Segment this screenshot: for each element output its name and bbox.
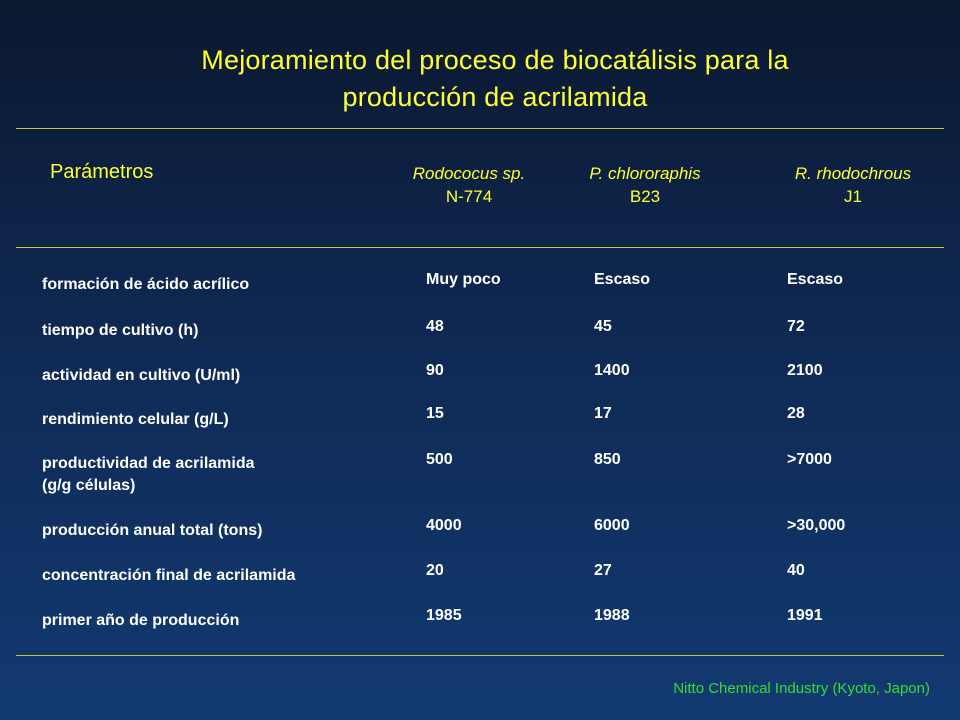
table-cell: 1988 [594, 607, 630, 624]
row-label-text: primer año de producción [42, 612, 240, 629]
table-cell: 15 [426, 405, 444, 422]
organism-header-1 [379, 162, 559, 208]
row-label-culture-time [42, 320, 198, 342]
organism-strain-1: N-774 [445, 187, 493, 206]
organism-name-3: R. rhodochrous [794, 164, 912, 183]
organism-header-2 [555, 162, 735, 208]
table-cell: Escaso [787, 271, 844, 288]
table-cell: 17 [594, 405, 612, 422]
organism-name-1: Rodococus sp. [412, 164, 526, 183]
organism-name-2: P. chlororaphis [589, 164, 701, 183]
title-line-1: Mejoramiento del proceso de biocatálisis para la [201, 45, 789, 75]
table-cell: 90 [426, 362, 444, 379]
row-label-final-concentration [42, 565, 295, 587]
row-label-cell-yield [42, 409, 229, 431]
table-cell: 850 [594, 451, 621, 468]
table-cell: 48 [426, 318, 444, 335]
table-cell: 20 [426, 562, 444, 579]
parameters-header: Parámetros [50, 161, 154, 183]
title-line-2: producción de acrilamida [342, 82, 648, 112]
row-label-annual-production [42, 520, 262, 542]
table-cell: 72 [787, 318, 805, 335]
top-divider [16, 128, 944, 129]
table-cell: 40 [787, 562, 805, 579]
row-label-subtext: (g/g células) [42, 477, 136, 494]
header-divider [16, 247, 944, 248]
table-cell: Muy poco [426, 271, 501, 288]
table-cell: 2100 [787, 362, 823, 379]
row-label-text: rendimiento celular (g/L) [42, 411, 229, 428]
row-label-culture-activity [42, 365, 240, 387]
row-label-text: formación de ácido acrílico [42, 276, 250, 293]
row-label-productivity [42, 453, 255, 497]
slide-title [0, 42, 960, 116]
organism-strain-3: J1 [844, 187, 862, 206]
row-label-text: producción anual total (tons) [42, 522, 263, 539]
row-label-text: concentración final de acrilamida [42, 567, 296, 584]
row-label-text: productividad de acrilamida [42, 455, 255, 472]
table-cell: 4000 [426, 517, 462, 534]
table-cell: Escaso [594, 271, 651, 288]
row-label-first-year [42, 610, 239, 632]
table-cell: >7000 [787, 451, 832, 468]
table-cell: 1400 [594, 362, 630, 379]
table-cell: 500 [426, 451, 453, 468]
table-cell: 45 [594, 318, 612, 335]
table-cell: 1985 [426, 607, 462, 624]
bottom-divider [16, 655, 944, 656]
organism-strain-2: B23 [629, 187, 661, 206]
table-cell: 27 [594, 562, 612, 579]
table-cell: 28 [787, 405, 805, 422]
table-cell: 6000 [594, 517, 630, 534]
row-label-text: actividad en cultivo (U/ml) [42, 367, 241, 384]
source-credit: Nitto Chemical Industry (Kyoto, Japon) [673, 680, 930, 697]
organism-header-3 [763, 162, 943, 208]
row-label-text: tiempo de cultivo (h) [42, 322, 199, 339]
table-cell: >30,000 [787, 517, 846, 534]
row-label-acrylic-acid [42, 274, 249, 296]
table-cell: 1991 [787, 607, 823, 624]
